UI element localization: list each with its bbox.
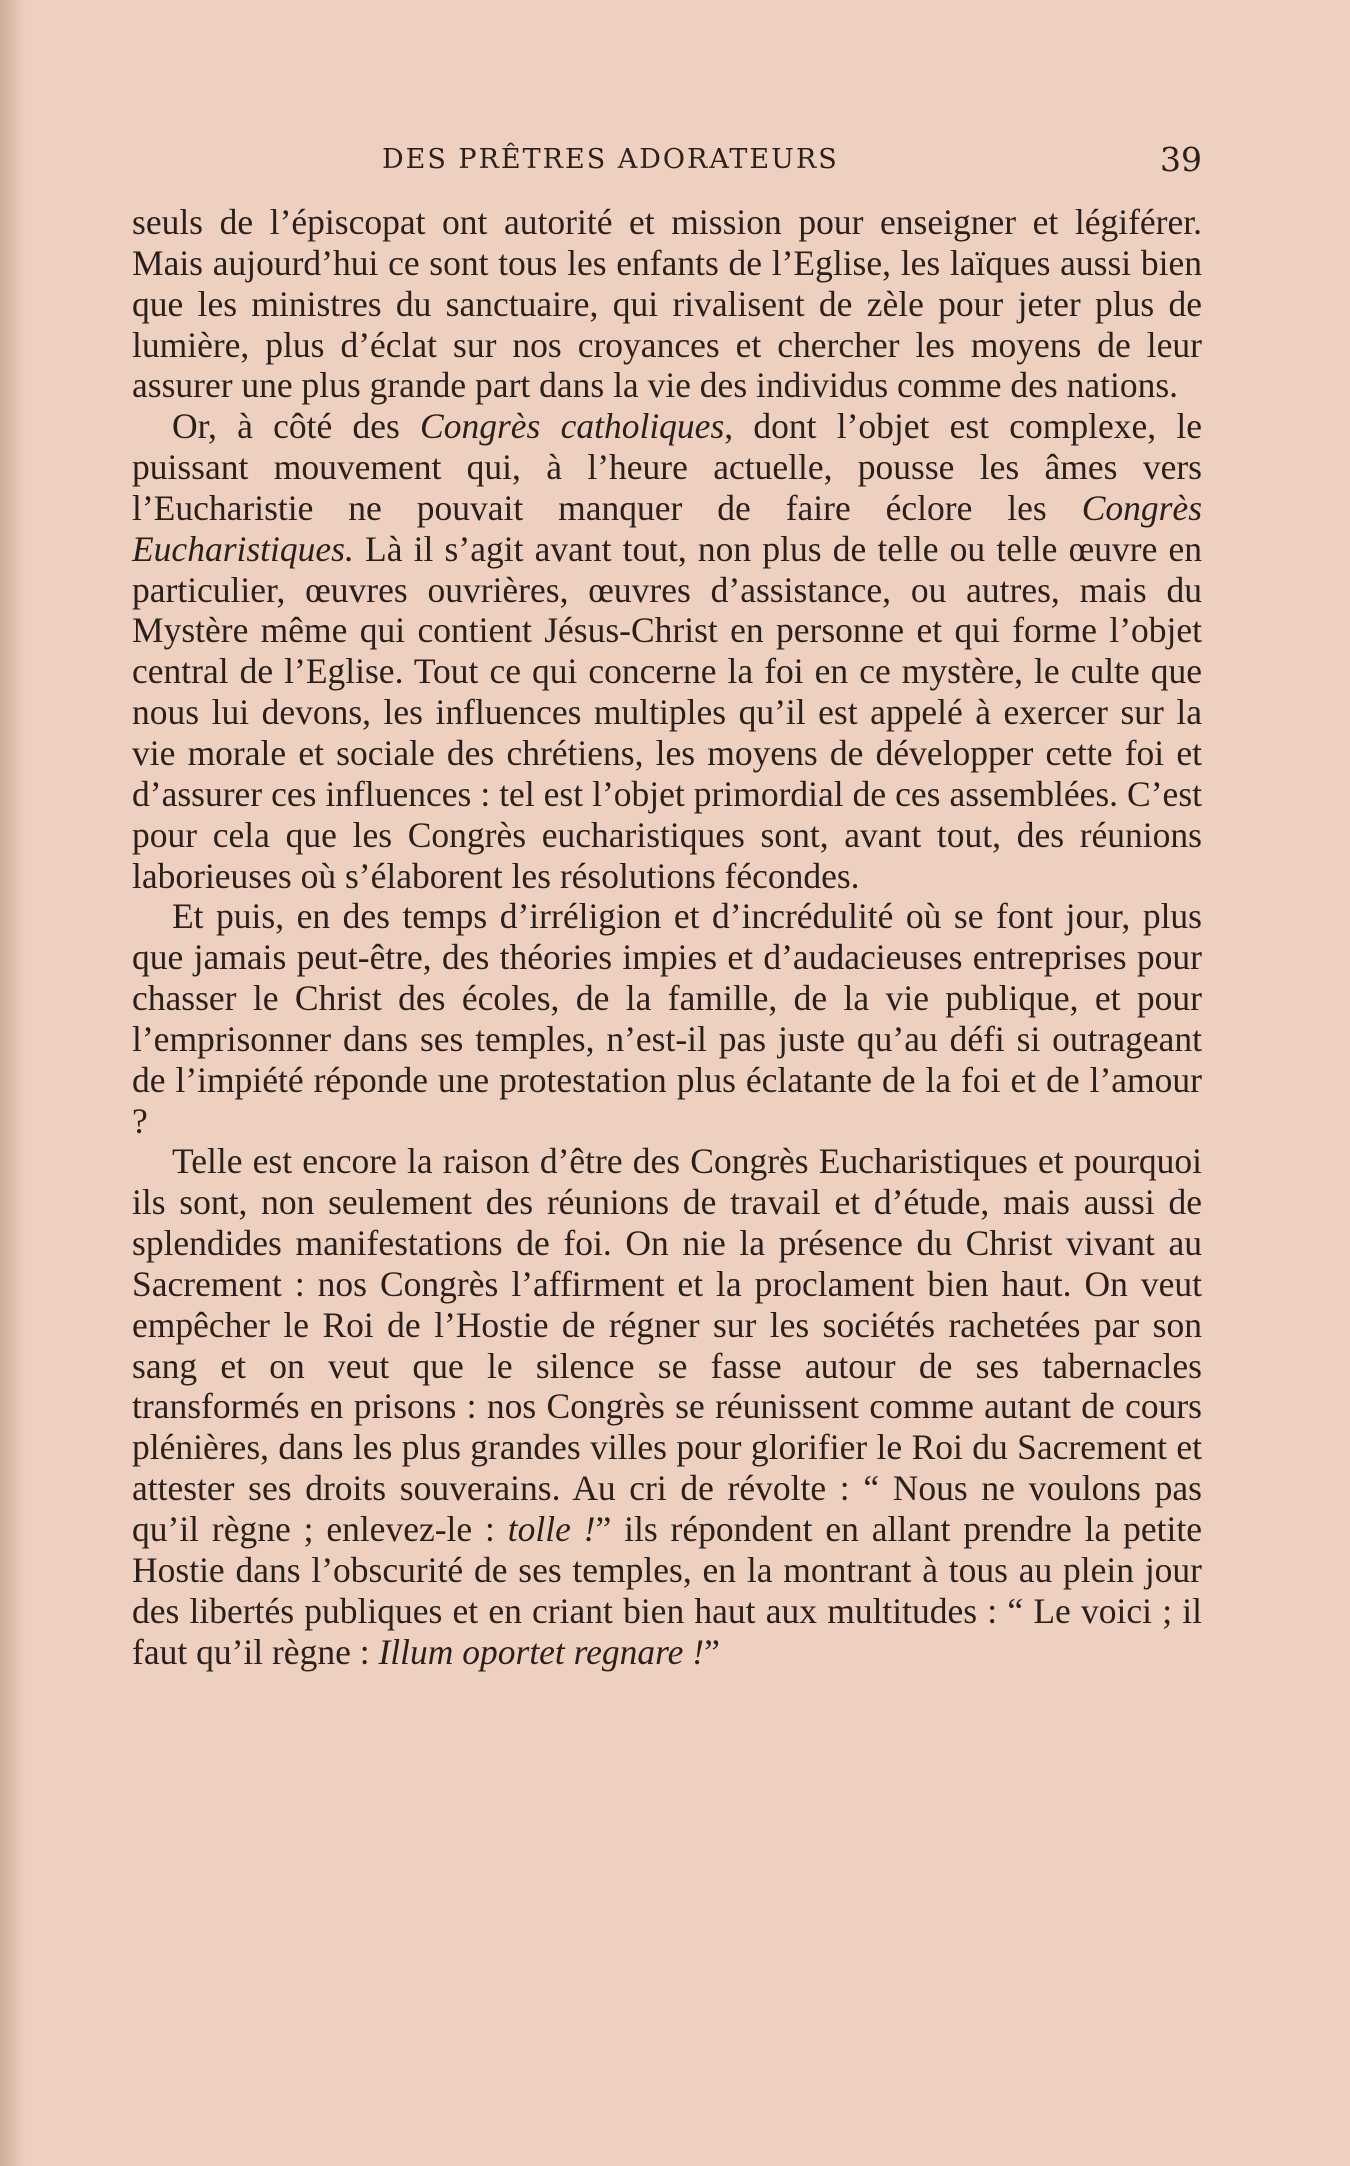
paragraph-1-text: seuls de l’épiscopat ont autorité et mission pour enseigner et légiférer. Mais aujourd’hui ce sont tous les enfants de l’Eglise, les laïques aussi bien que les ministres du sanctuaire, qui rivalisent de zèle pour jeter plus de lumière, plus d’éclat sur nos croyances et chercher les moyens de leur assurer une plus grande part dans la vie des individus comme des nations. (132, 202, 1202, 406)
paragraph-1 (132, 202, 1202, 406)
running-title: DES PRÊTRES ADORATEURS (382, 144, 839, 175)
paragraph-4 (132, 1141, 1202, 1672)
paragraph-2-part-c: , dont l’objet est complexe, le puissant mouvement qui, à l’heure actuelle, pousse les âmes vers l’Eucharistie ne pouvait manquer de faire éclore les (132, 406, 1202, 528)
paragraph-4-part-c: ” ils répondent en allant prendre la petite Hostie dans l’obscurité de ses temples, en la montrant à tous au plein jour des libertés publiques et en criant bien haut aux multitudes : “ Le voici ; il faut qu’il règne : (132, 1509, 1202, 1672)
paragraph-3-text: Et puis, en des temps d’irréligion et d’incrédulité où se font jour, plus que jamais peut-être, des théories impies et d’audacieuses entreprises pour chasser le Christ des écoles, de la famille, de la vie publique, et pour l’emprisonner dans ses temples, n’est-il pas juste qu’au défi si outrageant de l’impiété réponde une protestation plus éclatante de la foi et de l’amour ? (132, 896, 1202, 1141)
paragraph-4-italic-illum: Illum oportet regnare ! (378, 1631, 705, 1672)
paragraph-2-italic-congres-eucharistiques: Congrès Eucharistiques. (132, 487, 1203, 569)
paragraph-4-part-e: ” (704, 1631, 720, 1672)
paragraph-2 (132, 406, 1202, 896)
paragraph-2-part-e: Là il s’agit avant tout, non plus de telle ou telle œuvre en particulier, œuvres ouvrières, œuvres d’assistance, ou autres, mais du Mystère même qui contient Jésus-Christ en personne et qui forme l’objet central de l’Eglise. Tout ce qui concerne la foi en ce mystère, le culte que nous lui devons, les influences multiples qu’il est appelé à exercer sur la vie morale et sociale des chrétiens, les moyens de développer cette foi et d’assurer ces influences : tel est l’objet primordial de ces assemblées. C’est pour cela que les Congrès eucharistiques sont, avant tout, des réunions laborieuses où s’élaborent les résolutions fécondes. (132, 528, 1202, 896)
paragraph-3 (132, 896, 1202, 1141)
page-number: 39 (1160, 140, 1202, 179)
paragraph-2-part-a: Or, à côté des (172, 406, 400, 447)
paragraph-2-italic-congres-catholiques: Congrès catholiques (420, 406, 725, 447)
page-header (0, 140, 1350, 190)
paragraph-4-part-a: Telle est encore la raison d’être des Congrès Eucharistiques et pourquoi ils sont, non seulement des réunions de travail et d’étude, mais aussi de splendides manifestations de foi. On nie la présence du Christ vivant au Sacrement : nos Congrès l’affirment et la proclament bien haut. On veut empêcher le Roi de l’Hostie de régner sur les sociétés rachetées par son sang et on veut que le silence se fasse autour de ses tabernacles transformés en prisons : nos Congrès se réunissent comme autant de cours plénières, dans les plus grandes villes pour glorifier le Roi du Sacrement et attester ses droits souverains. Au cri de révolte : “ Nous ne voulons pas qu’il règne ; enlevez-le : (132, 1141, 1202, 1549)
body-text (132, 202, 1202, 1672)
paragraph-4-italic-tolle: tolle ! (507, 1509, 596, 1549)
